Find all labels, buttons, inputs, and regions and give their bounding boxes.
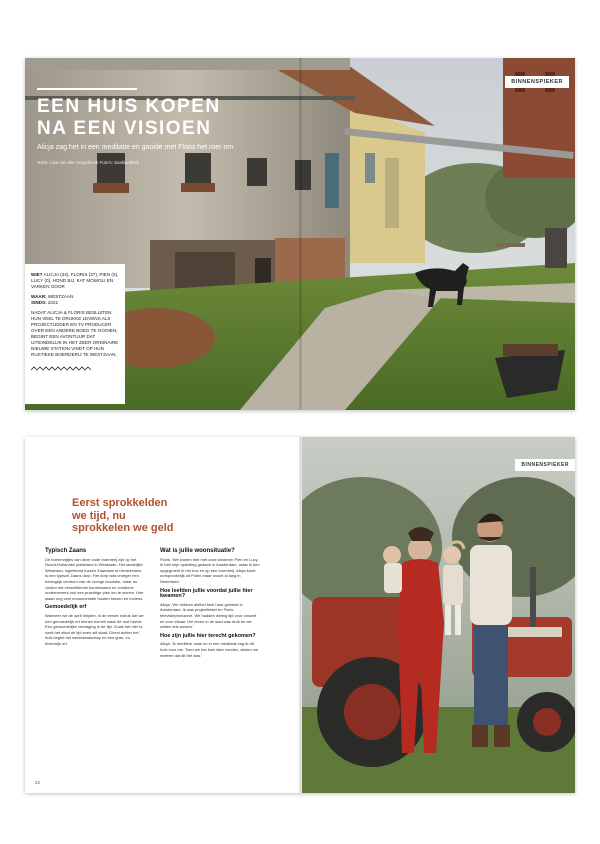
bottom-spread <box>25 437 575 793</box>
title-line: NA EEN VISIOEN <box>37 118 212 139</box>
info-where-value: WESTZAAN <box>47 294 74 299</box>
column-heading: Wat is jullie woonsituatie? <box>160 548 235 554</box>
page-number: 22 <box>35 780 41 785</box>
column-body: Floris: 'We wonen hier met onze kinderen Pien en Lucy. Ik heb mijn opleiding gedaan in Amsterdam, maar ik ben opgegroeid in het bos en op een boerderij. Alicja komt oorspronkelijk uit Polen maar woont al lang in Nederland.' <box>160 556 260 584</box>
section-tag: BINNENSPIEKER <box>505 76 569 88</box>
title-line: EEN HUIS KOPEN <box>37 96 221 117</box>
text-column-1 <box>45 549 145 649</box>
pull-quote-line: sprokkelen we geld <box>72 522 174 534</box>
info-since-value: 2021 <box>47 300 59 305</box>
text-column-2 <box>160 549 260 660</box>
column-body: De boerenrijtjes van deze oude boerderij zijn op het Noord-Hollandse platteland in Westzaan. Het landelijke Westzaan, ingeklemd tussen Zaandam en Amsterdam, is een typisch Zaans dorp. Het dorp was vroeger een belangrijk centrum van de vroege industrie, maar nu vinden het verschillende kunstenaars en creatieve ondernemers ook een prachtige plek om te wonen. Hier staan nog veel monumentale houten huizen en molens. <box>45 556 144 601</box>
info-who-value: ALICJA (34), FLORIS (37), PIEN (5), LUCY (0), HOND BIJ, KAT MOWGLI EN VARKEN GOOR <box>31 272 119 289</box>
info-intro: NADAT ALICJA & FLORIS BESLUITEN HUN VEEL TE DRUKKE LEVENS ALS PROJECTLEIDER EN TV PRODUCER OVER EEN ANDERE BOEG TE GOOIEN, BEGINT EEN AVONTUUR DAT UITEINDELIJK IN HET ZEER ORDINAIRE NIEUWE STATION VINDT OP HUN RUSTIEKE BOERDERIJ TE WESTZAAN. <box>31 310 119 357</box>
article-subtitle: Alicja zag het in een meditatie en gooide met Floris het roer om <box>37 144 234 151</box>
article-title <box>37 96 221 140</box>
column-heading: Gemoedelijk erf <box>45 604 87 611</box>
left-page <box>25 437 299 793</box>
page-gutter <box>299 58 302 410</box>
column-body: Alicja: 'Ik meditere vaak en in een meditatie zag ik dit huis voor me. Toen we het huis later vonden, wisten we meteen dat dit het was.' <box>160 641 258 658</box>
column-body: Wanneer we de oprit inrijden, is de eerste indruk dat we een gemoedelijk erf binnen komen waar de rust heerst. Een gemoedelijke vertraging in de tijd. Zoals het hier is, voelt het alsof de tijd even stil staat. Direct achter het huis begint het weidelandschap en een gras- en bloemrijk erf. <box>45 612 144 646</box>
pull-quote <box>72 497 173 535</box>
article-credits: Tekst: Lisa van der Hooydonck Foto's: Saskia Beek <box>37 160 140 165</box>
info-who <box>31 272 119 290</box>
family-tractor-illustration <box>302 437 575 793</box>
column-body: Alicja: 'We hebben allebei heel hard gewerkt in Amsterdam. Ik was projectleider en Floris televisieproducent. We hadden weinig tijd voor onszelf en voor elkaar. Het leven in de stad was druk en we wilden iets anders.' <box>160 601 257 630</box>
pull-quote-line: Eerst sprokkelden <box>72 497 168 509</box>
column-heading: Hoe zijn jullie hier terecht gekomen? <box>160 632 256 639</box>
zigzag-ornament <box>31 366 91 371</box>
pull-quote-line: we tijd, nu <box>72 509 126 522</box>
family-photo <box>302 437 575 793</box>
info-where-label: WAAR: <box>31 294 47 299</box>
title-rule <box>37 88 137 90</box>
section-tag: BINNENSPIEKER <box>515 459 575 471</box>
info-where <box>31 294 119 306</box>
column-heading: Hoe leefden jullie voordat jullie hier kwamen? <box>160 587 253 600</box>
info-box <box>25 264 125 404</box>
info-since-label: SINDS: <box>31 300 47 305</box>
top-spread <box>25 58 575 410</box>
info-who-label: WIE? <box>31 272 43 277</box>
column-heading: Typisch Zaans <box>45 548 87 554</box>
